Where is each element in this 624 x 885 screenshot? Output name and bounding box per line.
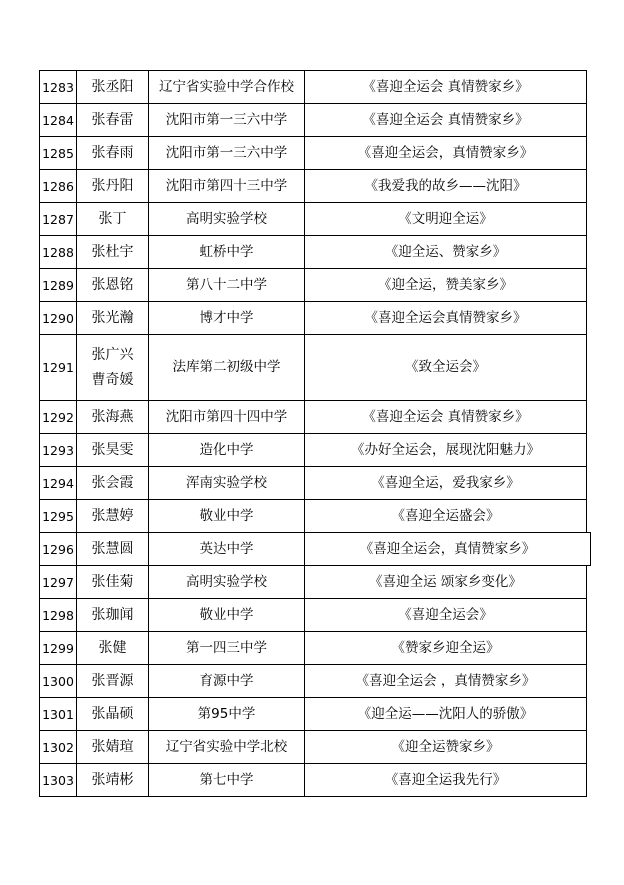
entry-number: 1297	[40, 566, 77, 599]
work-title: 《致全运会》	[305, 335, 587, 401]
student-names	[77, 434, 149, 467]
entry-number: 1298	[40, 599, 77, 632]
school-name: 沈阳市第一三六中学	[149, 137, 305, 170]
school-name: 博才中学	[149, 302, 305, 335]
table-row	[40, 731, 591, 764]
entry-number: 1301	[40, 698, 77, 731]
work-title: 《喜迎全运，爱我家乡》	[305, 467, 587, 500]
student-name: 张会霞	[91, 474, 134, 491]
student-name: 张春雨	[91, 144, 134, 161]
table-row	[40, 302, 591, 335]
student-names	[77, 599, 149, 632]
entry-number: 1302	[40, 731, 77, 764]
student-name: 张杜宇	[91, 243, 134, 260]
entry-number: 1290	[40, 302, 77, 335]
entry-number: 1296	[40, 533, 77, 566]
entry-number: 1283	[40, 71, 77, 104]
spacer-cell	[587, 500, 591, 533]
table-row	[40, 401, 591, 434]
table-row	[40, 764, 591, 797]
work-title: 《喜迎全运会真情赞家乡》	[305, 302, 587, 335]
work-title: 《喜迎全运会 ，真情赞家乡》	[305, 665, 587, 698]
work-title: 《文明迎全运》	[305, 203, 587, 236]
student-names	[77, 632, 149, 665]
entry-number: 1286	[40, 170, 77, 203]
student-names	[77, 170, 149, 203]
student-name: 张晶硕	[91, 705, 134, 722]
student-names	[77, 71, 149, 104]
student-names	[77, 203, 149, 236]
work-title: 《迎全运赞家乡》	[305, 731, 587, 764]
spacer-cell	[587, 335, 591, 401]
school-name: 造化中学	[149, 434, 305, 467]
work-title: 《喜迎全运会 真情赞家乡》	[305, 104, 587, 137]
student-name: 张晋源	[91, 672, 134, 689]
entries-table	[39, 70, 591, 797]
student-names	[77, 269, 149, 302]
table-row	[40, 698, 591, 731]
school-name: 辽宁省实验中学合作校	[149, 71, 305, 104]
student-names	[77, 731, 149, 764]
spacer-cell	[587, 401, 591, 434]
table-row	[40, 104, 591, 137]
table-row	[40, 434, 591, 467]
table-row	[40, 599, 591, 632]
student-name: 张丁	[98, 210, 127, 227]
student-names	[77, 566, 149, 599]
student-names	[77, 236, 149, 269]
student-name: 张恩铭	[91, 276, 134, 293]
work-title: 《喜迎全运盛会》	[305, 500, 587, 533]
school-name: 高明实验学校	[149, 203, 305, 236]
school-name: 第八十二中学	[149, 269, 305, 302]
student-name: 张靖彬	[91, 771, 134, 788]
work-title: 《办好全运会，展现沈阳魅力》	[305, 434, 587, 467]
work-title: 《喜迎全运我先行》	[305, 764, 587, 797]
spacer-cell	[587, 434, 591, 467]
table-row	[40, 137, 591, 170]
student-name: 张昊雯	[91, 441, 134, 458]
entry-number: 1299	[40, 632, 77, 665]
spacer-cell	[587, 71, 591, 104]
school-name: 敬业中学	[149, 599, 305, 632]
work-title: 《喜迎全运会 真情赞家乡》	[305, 71, 587, 104]
school-name: 虹桥中学	[149, 236, 305, 269]
spacer-cell	[587, 467, 591, 500]
student-name: 张广兴	[91, 346, 134, 363]
table-row	[40, 500, 591, 533]
table-row	[40, 269, 591, 302]
entry-number: 1293	[40, 434, 77, 467]
student-name: 张海燕	[91, 408, 134, 425]
school-name: 第95中学	[149, 698, 305, 731]
school-name: 英达中学	[149, 533, 305, 566]
entry-number: 1295	[40, 500, 77, 533]
table-row	[40, 203, 591, 236]
school-name: 沈阳市第一三六中学	[149, 104, 305, 137]
table-row	[40, 566, 591, 599]
entry-number: 1303	[40, 764, 77, 797]
student-name: 张丞阳	[91, 78, 134, 95]
entry-number: 1294	[40, 467, 77, 500]
school-name: 育源中学	[149, 665, 305, 698]
school-name: 第七中学	[149, 764, 305, 797]
entry-number: 1285	[40, 137, 77, 170]
student-names	[77, 104, 149, 137]
work-title: 《迎全运——沈阳人的骄傲》	[305, 698, 587, 731]
student-name: 张丹阳	[91, 177, 134, 194]
work-title: 《喜迎全运会》	[305, 599, 587, 632]
school-name: 敬业中学	[149, 500, 305, 533]
student-names	[77, 401, 149, 434]
student-name: 曹奇媛	[91, 371, 134, 388]
spacer-cell	[587, 632, 591, 665]
spacer-cell	[587, 170, 591, 203]
school-name: 沈阳市第四十四中学	[149, 401, 305, 434]
entry-number: 1291	[40, 335, 77, 401]
entry-number: 1292	[40, 401, 77, 434]
spacer-cell	[587, 137, 591, 170]
student-name: 张慧婷	[91, 507, 134, 524]
spacer-cell	[587, 599, 591, 632]
work-title: 《喜迎全运会，真情赞家乡》	[305, 137, 587, 170]
work-title: 《迎全运、赞家乡》	[305, 236, 587, 269]
table-row	[40, 632, 591, 665]
student-name: 张慧圆	[91, 540, 134, 557]
table-row	[40, 665, 591, 698]
student-names	[77, 467, 149, 500]
student-names	[77, 137, 149, 170]
school-name: 沈阳市第四十三中学	[149, 170, 305, 203]
spacer-cell	[587, 764, 591, 797]
student-name: 张健	[98, 639, 127, 656]
spacer-cell	[587, 731, 591, 764]
spacer-cell	[587, 269, 591, 302]
work-title: 《我爱我的故乡——沈阳》	[305, 170, 587, 203]
entries-table-body	[40, 71, 591, 797]
student-names	[77, 665, 149, 698]
table-row	[40, 533, 591, 566]
spacer-cell	[587, 665, 591, 698]
student-name: 张春雷	[91, 111, 134, 128]
student-names	[77, 500, 149, 533]
spacer-cell	[587, 236, 591, 269]
student-names	[77, 533, 149, 566]
school-name: 辽宁省实验中学北校	[149, 731, 305, 764]
entry-number: 1300	[40, 665, 77, 698]
school-name: 法库第二初级中学	[149, 335, 305, 401]
work-title: 《喜迎全运会 真情赞家乡》	[305, 401, 587, 434]
entry-number: 1289	[40, 269, 77, 302]
school-name: 高明实验学校	[149, 566, 305, 599]
table-row	[40, 170, 591, 203]
entry-number: 1284	[40, 104, 77, 137]
entry-number: 1288	[40, 236, 77, 269]
spacer-cell	[587, 302, 591, 335]
table-row	[40, 335, 591, 401]
student-name: 张珈闻	[91, 606, 134, 623]
student-names	[77, 698, 149, 731]
student-names	[77, 302, 149, 335]
student-names	[77, 764, 149, 797]
spacer-cell	[587, 566, 591, 599]
work-title: 《赞家乡迎全运》	[305, 632, 587, 665]
table-row	[40, 236, 591, 269]
spacer-cell	[587, 698, 591, 731]
table-row	[40, 71, 591, 104]
work-title: 《喜迎全运会，真情赞家乡》	[305, 533, 591, 566]
student-name: 张婧瑄	[91, 738, 134, 755]
student-name: 张光瀚	[91, 309, 134, 326]
entry-number: 1287	[40, 203, 77, 236]
student-name: 张佳菊	[91, 573, 134, 590]
student-names	[77, 335, 149, 401]
table-row	[40, 467, 591, 500]
work-title: 《迎全运，赞美家乡》	[305, 269, 587, 302]
school-name: 第一四三中学	[149, 632, 305, 665]
spacer-cell	[587, 104, 591, 137]
work-title: 《喜迎全运 颂家乡变化》	[305, 566, 587, 599]
school-name: 浑南实验学校	[149, 467, 305, 500]
spacer-cell	[587, 203, 591, 236]
